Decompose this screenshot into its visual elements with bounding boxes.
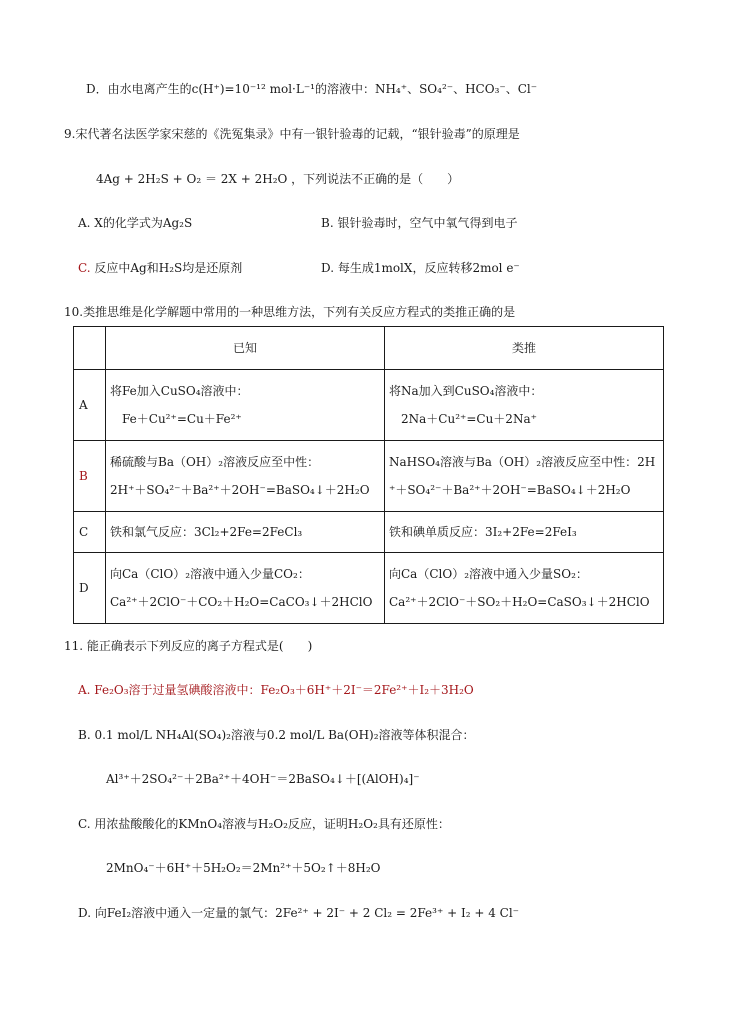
analog-text: 铁和碘单质反应：3I₂+2Fe=2FeI₃: [389, 525, 577, 539]
q9-option-d: D. 每生成1molX，反应转移2mol e⁻: [321, 261, 520, 275]
row-label: B: [74, 441, 106, 512]
known-equation: Ca²⁺＋2ClO⁻＋CO₂＋H₂O=CaCO₃↓＋2HClO: [110, 595, 373, 609]
known-text: 铁和氯气反应：3Cl₂+2Fe=2FeCl₃: [110, 525, 303, 539]
analog-cell: [385, 370, 664, 441]
table-row: [74, 512, 664, 553]
known-cell: [106, 370, 385, 441]
q9-stem: 9.宋代著名法医学家宋慈的《洗冤集录》中有一银针验毒的记载，“银针验毒”的原理是: [64, 127, 520, 141]
known-equation: 2H⁺＋SO₄²⁻＋Ba²⁺＋2OH⁻=BaSO₄↓＋2H₂O: [110, 483, 370, 497]
q9-equation: 4Ag + 2H₂S + O₂ ＝ 2X + 2H₂O ，下列说法不正确的是（ ）: [96, 172, 460, 186]
q8-option-d: D．由水电离产生的c(H⁺)=10⁻¹² mol·L⁻¹的溶液中：NH₄⁺、SO₄²⁻、HCO₃⁻、Cl⁻: [86, 82, 538, 96]
table-row: [74, 370, 664, 441]
q11-option-a: A. Fe₂O₃溶于过量氢碘酸溶液中：Fe₂O₃＋6H⁺＋2I⁻＝2Fe²⁺＋I₂＋3H₂O: [78, 683, 474, 697]
q10-stem: 10.类推思维是化学解题中常用的一种思维方法，下列有关反应方程式的类推正确的是: [64, 305, 516, 319]
q9-option-a: A. X的化学式为Ag₂S: [78, 216, 193, 230]
analog-text: 将Na加入到CuSO₄溶液中：: [389, 384, 543, 398]
header-label-cell: [74, 327, 106, 370]
known-text: 稀硫酸与Ba（OH）₂溶液反应至中性：: [110, 455, 320, 469]
analog-cell: [385, 512, 664, 553]
known-text: 向Ca（ClO）₂溶液中通入少量CO₂：: [110, 567, 310, 581]
row-label: C: [74, 512, 106, 553]
analog-cell: [385, 441, 664, 512]
known-cell: [106, 512, 385, 553]
table-header-row: [74, 327, 664, 370]
q11-option-c: C. 用浓盐酸酸化的KMnO₄溶液与H₂O₂反应，证明H₂O₂具有还原性：: [78, 817, 450, 831]
table-row: [74, 441, 664, 512]
q11-option-b: B. 0.1 mol/L NH₄Al(SO₄)₂溶液与0.2 mol/L Ba(OH)₂溶液等体积混合：: [78, 728, 475, 742]
analog-text: 向Ca（ClO）₂溶液中通入少量SO₂：: [389, 567, 588, 581]
analog-equation: 2Na＋Cu²⁺=Cu＋2Na⁺: [401, 412, 537, 426]
known-cell: [106, 553, 385, 624]
q11-option-d: D. 向FeI₂溶液中通入一定量的氯气：2Fe²⁺ + 2I⁻ + 2 Cl₂ = 2Fe³⁺ + I₂ + 4 Cl⁻: [78, 906, 520, 920]
header-analog: 类推: [385, 327, 664, 370]
known-text: 将Fe加入CuSO₄溶液中：: [110, 384, 249, 398]
row-label: A: [74, 370, 106, 441]
q11-option-b-equation: Al³⁺＋2SO₄²⁻＋2Ba²⁺＋4OH⁻＝2BaSO₄↓＋[(AlOH)₄]⁻: [106, 772, 420, 786]
q9-option-c-letter: C.: [78, 261, 91, 275]
q11-option-c-equation: 2MnO₄⁻＋6H⁺＋5H₂O₂＝2Mn²⁺＋5O₂↑＋8H₂O: [106, 861, 381, 875]
analog-equation: ⁺＋SO₄²⁻＋Ba²⁺＋2OH⁻=BaSO₄↓＋2H₂O: [389, 483, 631, 497]
row-label: D: [74, 553, 106, 624]
q9-option-c-text: 反应中Ag和H₂S均是还原剂: [90, 261, 243, 275]
analog-text: NaHSO₄溶液与Ba（OH）₂溶液反应至中性：2H: [389, 455, 656, 469]
analogy-table: [73, 326, 664, 624]
known-cell: [106, 441, 385, 512]
header-known: 已知: [106, 327, 385, 370]
known-equation: Fe＋Cu²⁺=Cu＋Fe²⁺: [122, 412, 242, 426]
q9-option-b: B. 银针验毒时，空气中氧气得到电子: [321, 216, 518, 230]
table-row: [74, 553, 664, 624]
q11-stem: 11. 能正确表示下列反应的离子方程式是( ): [64, 639, 313, 653]
analog-cell: [385, 553, 664, 624]
analog-equation: Ca²⁺＋2ClO⁻＋SO₂＋H₂O=CaSO₃↓＋2HClO: [389, 595, 650, 609]
q9-option-c: [78, 260, 242, 276]
